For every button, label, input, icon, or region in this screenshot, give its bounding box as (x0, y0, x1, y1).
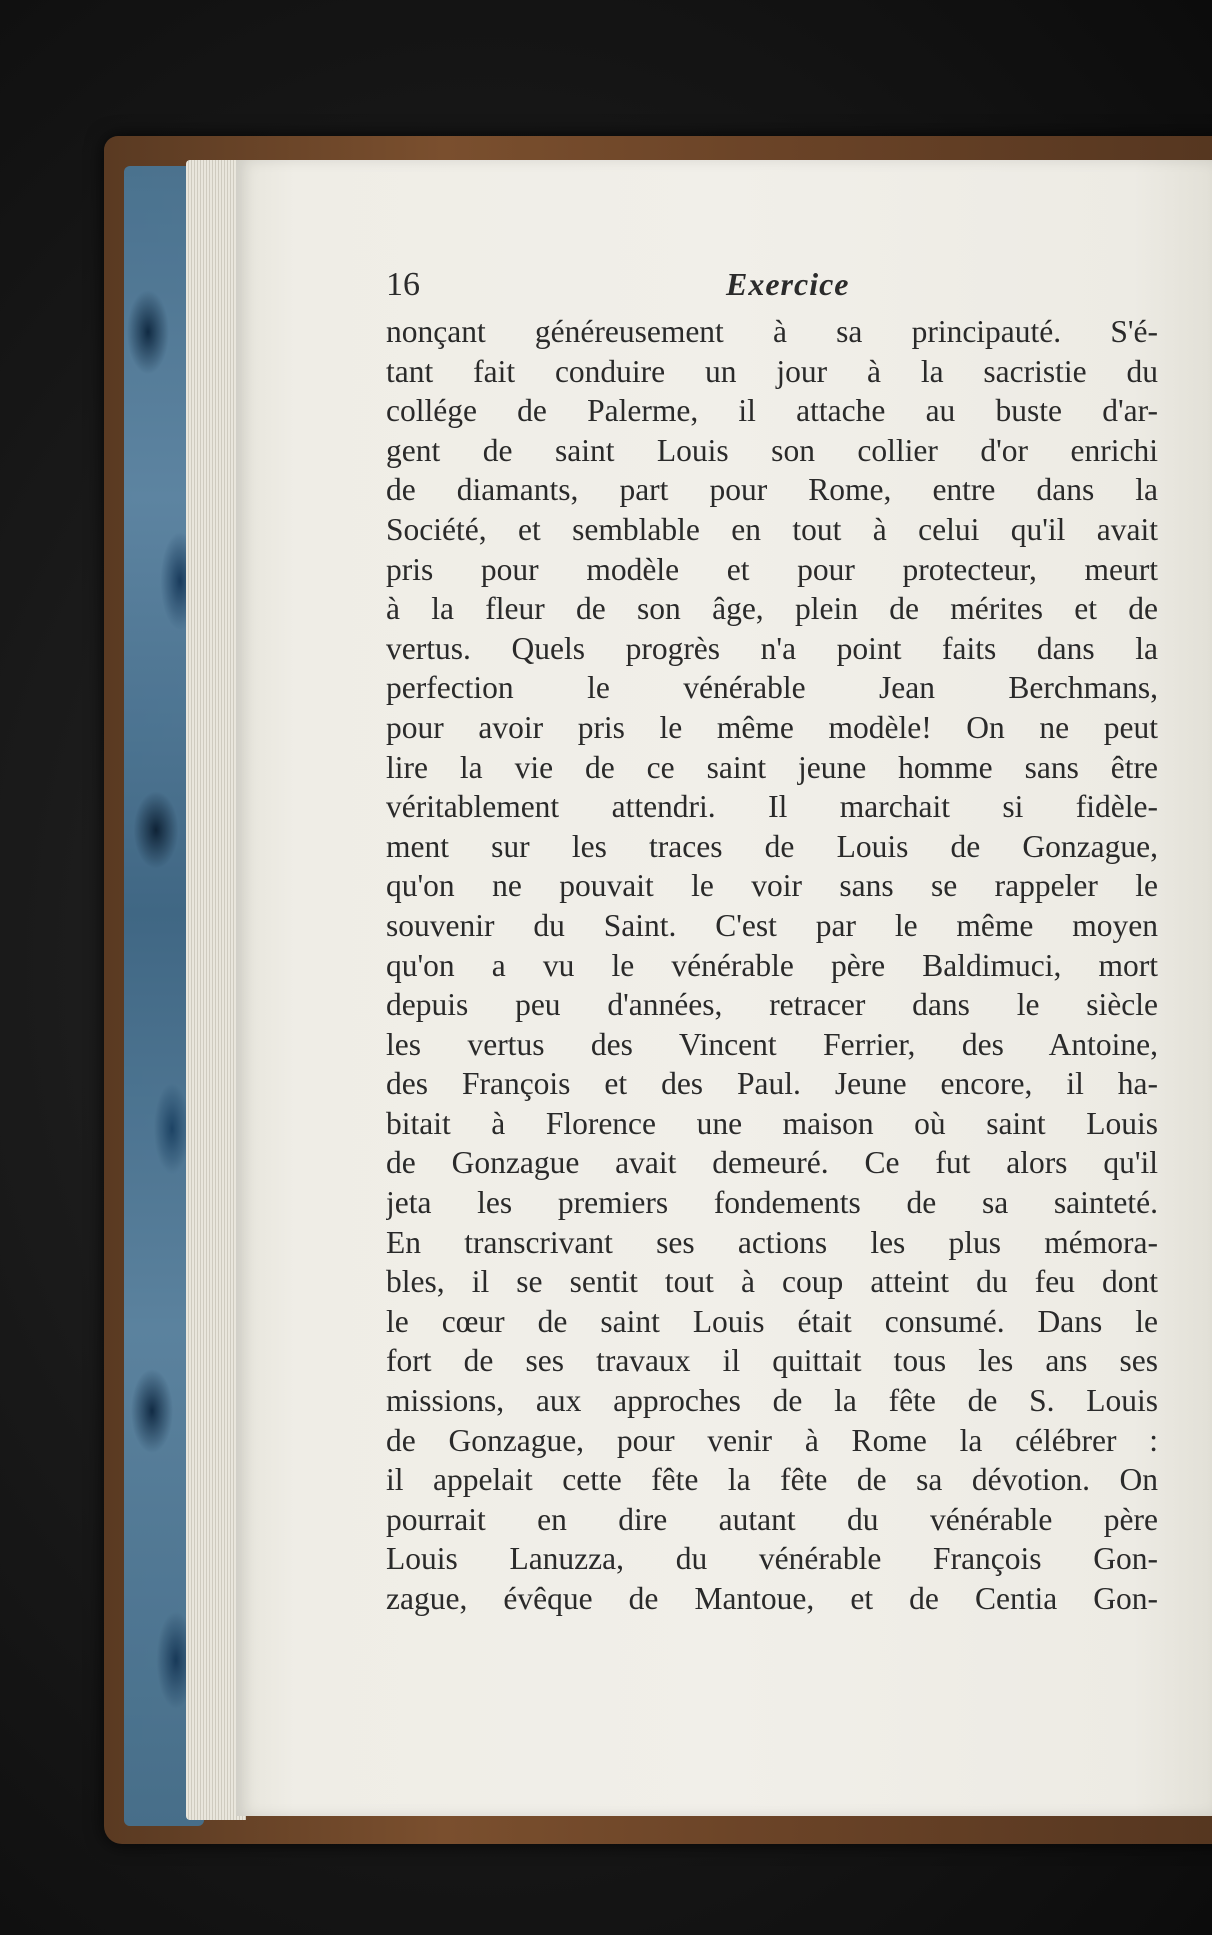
text-line: lire la vie de ce saint jeune homme sans être (386, 749, 1158, 785)
text-line: vertus. Quels progrès n'a point faits dans la (386, 630, 1158, 666)
page-header (386, 266, 1086, 312)
text-line: collége de Palerme, il attache au buste d'ar- (386, 393, 1158, 429)
text-line: qu'on a vu le vénérable père Baldimuci, mort (386, 947, 1158, 983)
text-line: Louis Lanuzza, du vénérable François Gon- (386, 1541, 1158, 1577)
text-line: il appelait cette fête la fête de sa dévotion. On (386, 1462, 1158, 1498)
body-text (386, 312, 1158, 1619)
text-line: missions, aux approches de la fête de S. Louis (386, 1383, 1158, 1419)
text-line: pris pour modèle et pour protecteur, meurt (386, 551, 1158, 587)
text-line: jeta les premiers fondements de sa sainteté. (386, 1185, 1158, 1221)
text-line: nonçant généreusement à sa principauté. S'é- (386, 314, 1158, 349)
text-line: tant fait conduire un jour à la sacristie du (386, 353, 1158, 389)
text-line: les vertus des Vincent Ferrier, des Antoine, (386, 1026, 1158, 1062)
text-line: de Gonzague, pour venir à Rome la célébrer : (386, 1422, 1158, 1458)
text-line: pour avoir pris le même modèle! On ne peut (386, 709, 1158, 745)
text-line: qu'on ne pouvait le voir sans se rappeler le (386, 868, 1158, 904)
text-line: pourrait en dire autant du vénérable père (386, 1501, 1158, 1537)
page-number: 16 (386, 266, 420, 303)
text-line: En transcrivant ses actions les plus mémora- (386, 1224, 1158, 1260)
text-line: gent de saint Louis son collier d'or enrichi (386, 432, 1158, 468)
running-head: Exercice (726, 266, 850, 302)
text-line: perfection le vénérable Jean Berchmans, (386, 670, 1158, 706)
text-line: Société, et semblable en tout à celui qu'il avait (386, 511, 1158, 547)
text-line: bitait à Florence une maison où saint Louis (386, 1105, 1158, 1141)
text-line: bles, il se sentit tout à coup atteint du feu dont (386, 1264, 1158, 1300)
text-line: fort de ses travaux il quittait tous les ans ses (386, 1343, 1158, 1379)
text-line: depuis peu d'années, retracer dans le siècle (386, 987, 1158, 1023)
book-page (236, 160, 1212, 1816)
text-line: ment sur les traces de Louis de Gonzague, (386, 828, 1158, 864)
text-line: le cœur de saint Louis était consumé. Dans le (386, 1303, 1158, 1339)
text-line: à la fleur de son âge, plein de mérites et de (386, 591, 1158, 627)
text-line: de diamants, part pour Rome, entre dans la (386, 472, 1158, 508)
text-line: des François et des Paul. Jeune encore, il ha- (386, 1066, 1158, 1102)
text-line: véritablement attendri. Il marchait si fidèle- (386, 789, 1158, 825)
text-line: de Gonzague avait demeuré. Ce fut alors qu'il (386, 1145, 1158, 1181)
text-line: zague, évêque de Mantoue, et de Centia Gon- (386, 1581, 1158, 1616)
text-line: souvenir du Saint. C'est par le même moyen (386, 907, 1158, 943)
